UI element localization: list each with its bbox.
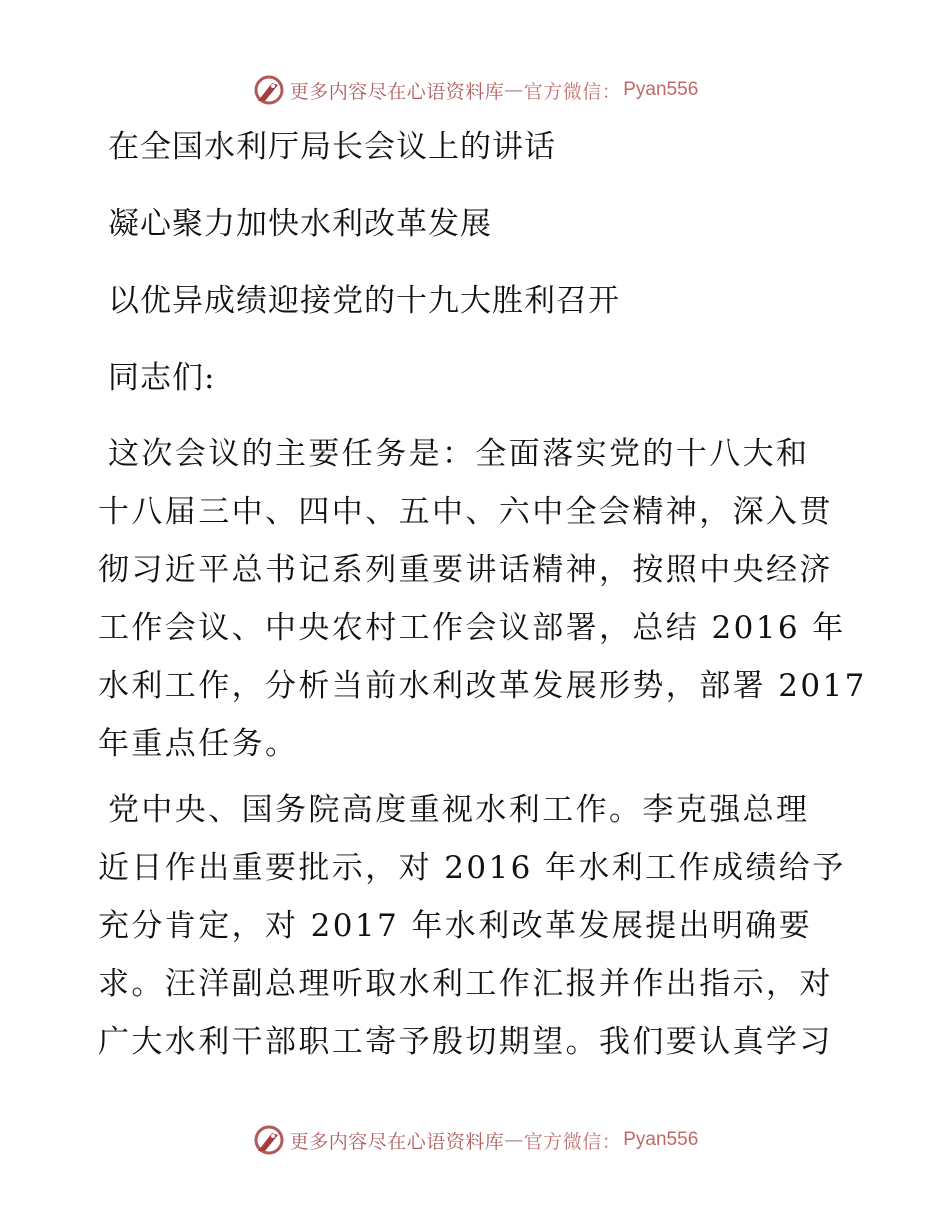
paragraph-line: 水利工作，分析当前水利改革发展形势，部署 2017 (98, 668, 867, 704)
salutation: 同志们: (108, 360, 216, 396)
paragraph-line: 这次会议的主要任务是：全面落实党的十八大和 (108, 436, 810, 472)
paragraph-2 (98, 781, 868, 1071)
paragraph-line: 近日作出重要批示，对 2016 年水利工作成绩给予 (98, 850, 846, 886)
speech-title: 在全国水利厅局长会议上的讲话 (108, 129, 556, 165)
banner-wechat-label: 官方微信： (523, 1130, 622, 1153)
paragraph-line: 求。汪洋副总理听取水利工作汇报并作出指示，对 (98, 966, 833, 1002)
banner-left-text: 更多内容尽在心语资料库 (289, 80, 505, 103)
pen-nib-circle-icon (252, 73, 286, 107)
banner-separator: — (504, 79, 524, 101)
speech-subtitle-2: 以优异成绩迎接党的十九大胜利召开 (108, 283, 620, 319)
paragraph-line: 工作会议、中央农村工作会议部署，总结 2016 年 (98, 610, 846, 646)
paragraph-line: 十八届三中、四中、五中、六中全会精神，深入贯 (98, 494, 833, 530)
pen-nib-circle-icon (252, 1123, 286, 1157)
banner-account-id: Pyan556 (623, 79, 699, 100)
paragraph-line: 党中央、国务院高度重视水利工作。李克强总理 (108, 792, 810, 828)
footer-watermark-banner (0, 1120, 950, 1160)
document-body (98, 122, 868, 1079)
banner-wechat-label: 官方微信： (523, 80, 622, 103)
paragraph-line: 广大水利干部职工寄予殷切期望。我们要认真学习 (98, 1024, 833, 1060)
paragraph-line: 年重点任务。 (98, 726, 299, 762)
banner-separator: — (504, 1129, 524, 1151)
paragraph-1 (98, 425, 868, 773)
speech-subtitle-1: 凝心聚力加快水利改革发展 (108, 206, 492, 242)
banner-left-text: 更多内容尽在心语资料库 (289, 1130, 505, 1153)
paragraph-line: 彻习近平总书记系列重要讲话精神，按照中央经济 (98, 552, 833, 588)
banner-account-id: Pyan556 (623, 1129, 699, 1150)
header-watermark-banner (0, 70, 950, 110)
paragraph-line: 充分肯定，对 2017 年水利改革发展提出明确要 (98, 908, 813, 944)
